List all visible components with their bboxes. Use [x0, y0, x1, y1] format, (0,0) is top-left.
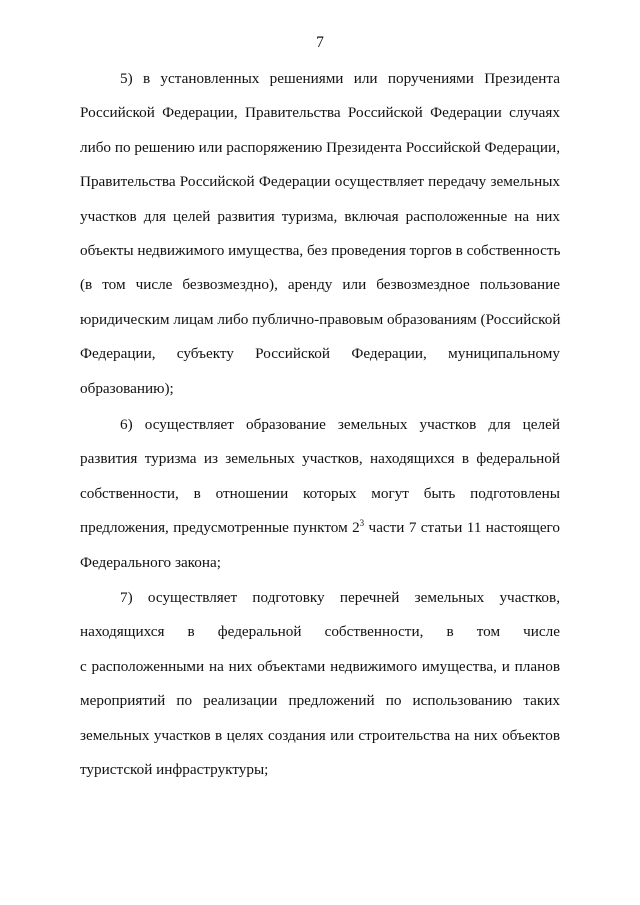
text-line: (в том числе безвозмездно), аренду или безвозмездное пользование	[80, 276, 560, 294]
text-line: объекты недвижимого имущества, без проведения торгов в собственность	[80, 241, 561, 259]
text-line: собственности, в отношении которых могут быть подготовлены	[80, 484, 560, 502]
page-number: 7	[316, 34, 324, 51]
text-line: Федерации, субъекту Российской Федерации, муниципальному	[80, 345, 560, 363]
text-line-with-superscript	[80, 511, 560, 545]
text-line: Российской Федерации, Правительства Российской Федерации случаях	[80, 104, 560, 122]
text-line: Правительства Российской Федерации осуществляет передачу земельных	[80, 173, 560, 191]
text-line: образованию);	[80, 379, 174, 397]
text-line: развития туризма из земельных участков, находящихся в федеральной	[80, 450, 560, 468]
text-fragment: предложения, предусмотренные пунктом 2	[80, 519, 360, 537]
superscript: 3	[359, 518, 365, 529]
text-line: с расположенными на них объектами недвижимого имущества, и планов	[80, 657, 560, 675]
text-line: мероприятий по реализации предложений по использованию таких	[80, 692, 560, 710]
list-item-5	[80, 62, 560, 406]
text-line: 6) осуществляет образование земельных участков для целей	[120, 416, 560, 433]
text-line: находящихся в федеральной собственности, в том числе	[80, 623, 560, 641]
list-item-6	[80, 408, 560, 580]
text-line: либо по решению или распоряжению Президента Российской Федерации,	[80, 138, 560, 156]
text-line: участков для целей развития туризма, включая расположенные на них	[80, 207, 560, 225]
text-line: туристской инфраструктуры;	[80, 760, 269, 778]
text-line: земельных участков в целях создания или строительства на них объектов	[80, 726, 560, 744]
text-fragment: части 7 статьи 11 настоящего	[364, 519, 561, 537]
text-line: юридическим лицам либо публично-правовым образованиям (Российской	[80, 310, 561, 328]
text-line: 5) в установленных решениями или поручениями Президента	[120, 70, 560, 87]
list-item-7	[80, 581, 560, 787]
text-line: Федерального закона;	[80, 553, 221, 571]
text-line: 7) осуществляет подготовку перечней земельных участков,	[120, 589, 560, 606]
